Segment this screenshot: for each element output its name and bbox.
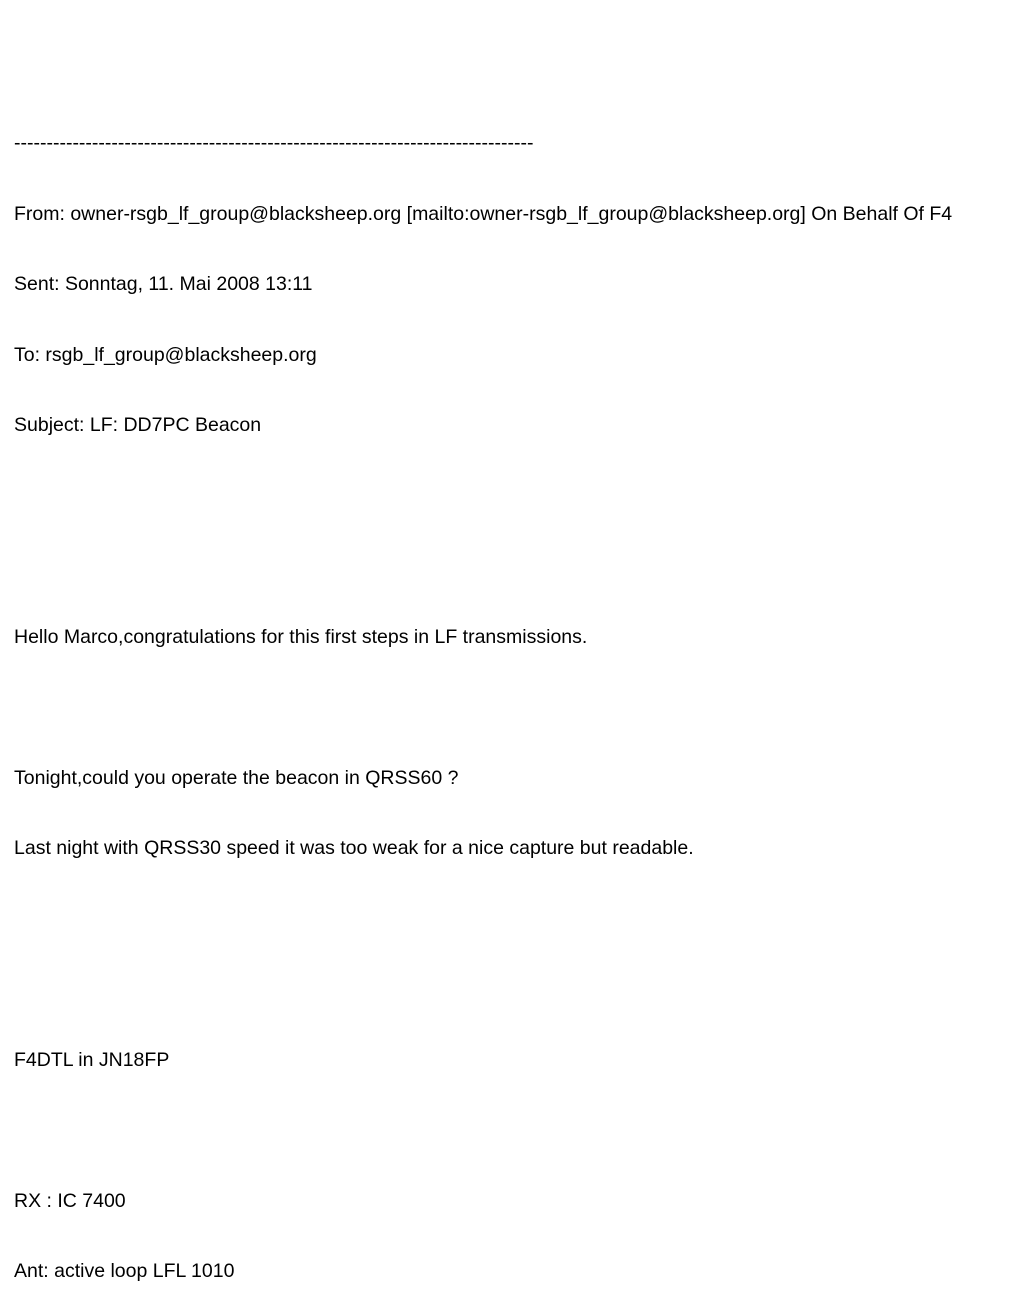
blank-line — [14, 555, 1024, 579]
rx-line: RX : IC 7400 — [14, 1189, 126, 1212]
blank-line — [14, 908, 1024, 932]
to-line: To: rsgb_lf_group@blacksheep.org — [14, 343, 317, 366]
blank-line — [14, 696, 1024, 720]
email-document — [14, 85, 1024, 1307]
sent-line: Sent: Sonntag, 11. Mai 2008 13:11 — [14, 273, 313, 295]
antenna-line: Ant: active loop LFL 1010 — [14, 1260, 235, 1282]
subject-line: Subject: LF: DD7PC Beacon — [14, 414, 262, 436]
body-line-1: Tonight,could you operate the beacon in QRSS60 ? — [14, 766, 459, 789]
greeting-line: Hello Marco,congratulations for this first steps in LF transmissions. — [14, 625, 588, 648]
blank-line — [14, 485, 1024, 509]
blank-line — [14, 1119, 1024, 1143]
header-separator: -------------------------------------------------------------------------------- — [14, 132, 534, 154]
body-line-2: Last night with QRSS30 speed it was too weak for a nice capture but readable. — [14, 837, 694, 859]
blank-line — [14, 978, 1024, 1002]
signature-callsign: F4DTL in JN18FP — [14, 1048, 170, 1071]
from-line: From: owner-rsgb_lf_group@blacksheep.org [mailto:owner-rsgb_lf_group@blacksheep.org] On Behalf Of F4 — [14, 202, 953, 225]
